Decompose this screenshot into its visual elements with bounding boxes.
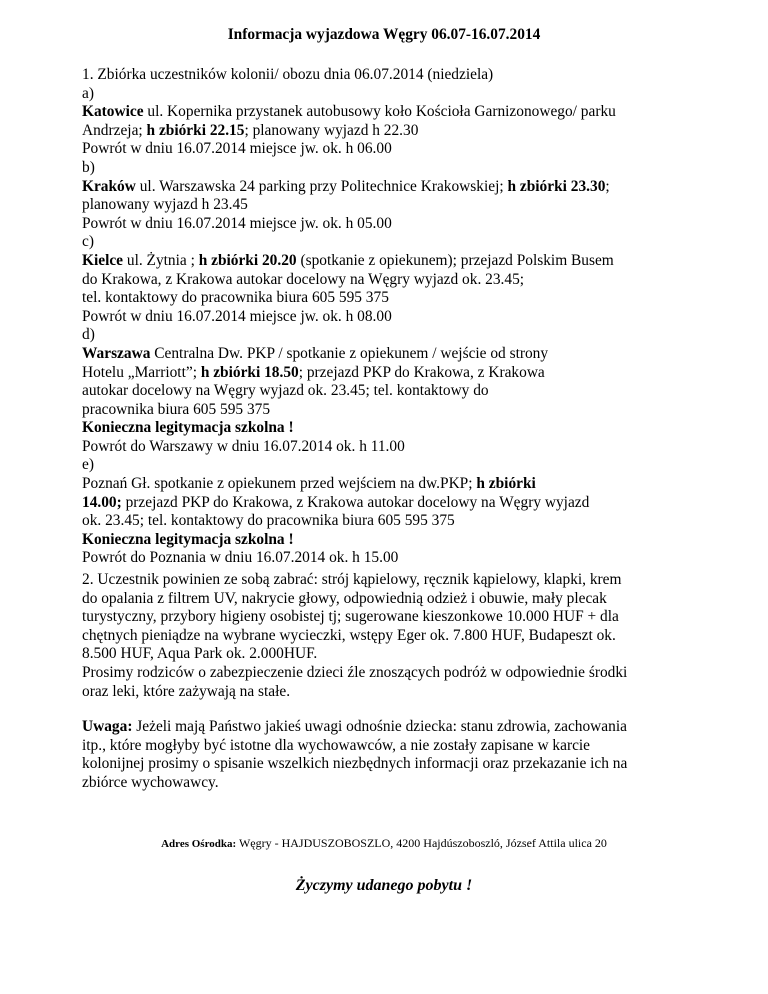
kielce-line-1 xyxy=(82,252,752,271)
katowice-address-cont: Andrzeja; xyxy=(82,121,147,139)
city-warszawa: Warszawa xyxy=(82,344,151,362)
item-b-label: b) xyxy=(82,158,95,176)
kielce-line-2: do Krakowa, z Krakowa autokar docelowy na Węgry wyjazd ok. 23.45; xyxy=(82,270,525,288)
note-text: Jeżeli mają Państwo jakieś uwagi odnośnie dziecka: stanu zdrowia, zachowania xyxy=(132,718,627,736)
note-label: Uwaga: xyxy=(82,718,133,736)
document-body xyxy=(82,66,752,793)
warszawa-meeting-time: h zbiórki 18.50 xyxy=(200,363,299,381)
city-kielce: Kielce xyxy=(82,251,124,269)
poznan-return: Powrót do Poznania w dniu 16.07.2014 ok. h 15.00 xyxy=(82,549,399,567)
address-value: Węgry - HAJDUSZOBOSZLO, 4200 Hajdúszoboszló, József Attila ulica 20 xyxy=(236,836,607,850)
document-title: Informacja wyjazdowa Węgry 06.07-16.07.2014 xyxy=(227,26,541,43)
resort-address xyxy=(0,834,768,854)
item-c-label: c) xyxy=(82,233,94,251)
kielce-return: Powrót w dniu 16.07.2014 miejsce jw. ok. h 08.00 xyxy=(82,307,392,325)
item-e-label: e) xyxy=(82,456,94,474)
poznan-line-2 xyxy=(82,494,752,513)
krakow-meeting-time: h zbiórki 23.30 xyxy=(507,177,606,195)
poznan-line-1 xyxy=(82,475,752,494)
poznan-id-required: Konieczna legitymacja szkolna ! xyxy=(82,530,294,548)
warszawa-address: Centralna Dw. PKP / spotkanie z opiekunem / wejście od strony xyxy=(150,344,549,362)
warszawa-id-required: Konieczna legitymacja szkolna ! xyxy=(82,419,294,437)
warszawa-return: Powrót do Warszawy w dniu 16.07.2014 ok. h 11.00 xyxy=(82,437,405,455)
poznan-address: Poznań Gł. spotkanie z opiekunem przed wejściem na dw.PKP; xyxy=(82,475,477,493)
packing-line-2: do opalania z filtrem UV, nakrycie głowy, odpowiednią odzież i obuwie, mały plecak xyxy=(82,589,607,607)
katowice-line-2 xyxy=(82,122,752,141)
katowice-line-1 xyxy=(82,103,752,122)
krakow-address: ul. Warszawska 24 parking przy Politechnice Krakowskiej; xyxy=(135,177,508,195)
packing-line-3: turystyczny, przybory higieny osobistej tj; sugerowane kieszonkowe 10.000 HUF + dla xyxy=(82,608,619,626)
note-line-2: itp., które mogłyby być istotne dla wychowawców, a nie zostały zapisane w karcie xyxy=(82,736,591,754)
krakow-return: Powrót w dniu 16.07.2014 miejsce jw. ok. h 05.00 xyxy=(82,214,392,232)
kielce-meeting-time: h zbiórki 20.20 xyxy=(198,251,297,269)
warszawa-line-3: autokar docelowy na Węgry wyjazd ok. 23.45; tel. kontaktowy do xyxy=(82,382,489,400)
item-d-label: d) xyxy=(82,326,95,344)
parents-request-line-1: Prosimy rodziców o zabezpieczenie dzieci źle znoszących podróż w odpowiednie środki xyxy=(82,664,628,681)
kielce-phone: tel. kontaktowy do pracownika biura 605 595 375 xyxy=(82,289,389,307)
katowice-meeting-time: h zbiórki 22.15 xyxy=(146,121,245,139)
warszawa-transfer: ; przejazd PKP do Krakowa, z Krakowa xyxy=(298,363,545,381)
kielce-address: ul. Żytnia ; xyxy=(123,251,199,269)
note-line-3: kolonijnej prosimy o spisanie wszelkich niezbędnych informacji oraz przekazanie ich na xyxy=(82,755,628,773)
poznan-meeting-label: h zbiórki xyxy=(476,475,536,493)
katowice-return: Powrót w dniu 16.07.2014 miejsce jw. ok. h 06.00 xyxy=(82,140,392,158)
address-label: Adres Ośrodka: xyxy=(161,838,237,850)
poznan-meeting-time: 14.00; xyxy=(82,493,122,511)
parents-request-line-2: oraz leki, które zażywają na stałe. xyxy=(82,682,291,700)
krakow-departure: planowany wyjazd h 23.45 xyxy=(82,196,248,214)
warszawa-line-1 xyxy=(82,345,752,364)
warszawa-hotel: Hotelu „Marriott”; xyxy=(82,363,201,381)
packing-line-4: chętnych pieniądze na wybrane wycieczki, wstępy Eger ok. 7.800 HUF, Budapeszt ok. xyxy=(82,626,616,644)
note-line-4: zbiórce wychowawcy. xyxy=(82,773,219,791)
city-katowice: Katowice xyxy=(82,103,144,121)
warszawa-line-2 xyxy=(82,364,752,383)
warszawa-phone: pracownika biura 605 595 375 xyxy=(82,400,271,418)
poznan-transfer: przejazd PKP do Krakowa, z Krakowa autokar docelowy na Węgry wyjazd xyxy=(121,493,590,511)
packing-line-1: 2. Uczestnik powinien ze sobą zabrać: strój kąpielowy, ręcznik kąpielowy, klapki, krem xyxy=(82,571,622,589)
katowice-departure: ; planowany wyjazd h 22.30 xyxy=(244,121,419,139)
meeting-intro: 1. Zbiórka uczestników kolonii/ obozu dnia 06.07.2014 (niedziela) xyxy=(82,66,494,83)
city-krakow: Kraków xyxy=(82,177,136,195)
item-a-label: a) xyxy=(82,84,94,102)
katowice-address: ul. Kopernika przystanek autobusowy koło Kościoła Garnizonowego/ parku xyxy=(143,103,616,121)
krakow-semicolon: ; xyxy=(605,177,610,195)
kielce-transfer: (spotkanie z opiekunem); przejazd Polskim Busem xyxy=(296,251,614,269)
packing-line-5: 8.500 HUF, Aqua Park ok. 2.000HUF. xyxy=(82,645,318,663)
closing-wish: Życzymy udanego pobytu ! xyxy=(295,877,473,894)
krakow-line-1 xyxy=(82,178,752,197)
poznan-phone: ok. 23.45; tel. kontaktowy do pracownika biura 605 595 375 xyxy=(82,512,455,530)
note-line-1 xyxy=(82,718,752,737)
